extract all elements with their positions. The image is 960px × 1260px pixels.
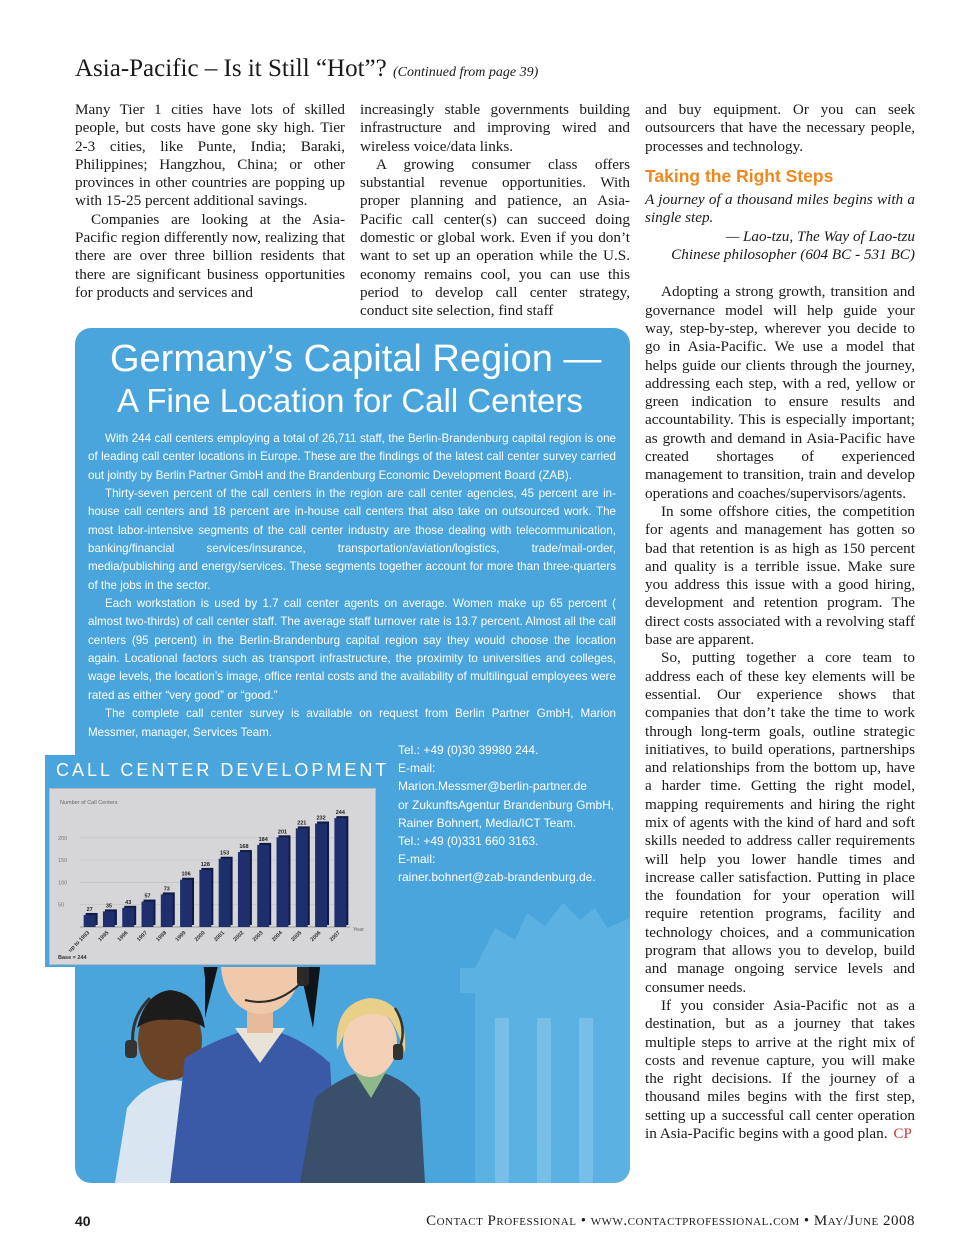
bar (219, 859, 231, 927)
end-mark: CP (893, 1126, 912, 1143)
x-tick-label: 2004 (271, 930, 284, 944)
data-label: 201 (277, 829, 288, 836)
x-tick-label: 1998 (155, 930, 169, 944)
page-number: 40 (75, 1213, 91, 1229)
y-tick-label: 100 (58, 880, 68, 887)
data-label: 168 (239, 844, 249, 851)
sidebar-subtitle: A Fine Location for Call Centers (117, 382, 583, 419)
quote-attribution: Chinese philosopher (604 BC - 531 BC) (671, 246, 915, 264)
bar (315, 823, 327, 927)
epigraph (645, 191, 915, 264)
column-2 (360, 101, 630, 321)
quote-text: A journey of a thousand miles begins with a single step. (645, 191, 915, 227)
x-tick-label: 1997 (136, 930, 149, 944)
paragraph: In some offshore cities, the competition for agents and management has gotten so bad that retention is as high as 150 percent and quality is a terrible issue. Make sure you address this issue with a good hiring, development and retention program. The direct costs associated with a revolving staff base are apparent. (645, 502, 915, 649)
data-label: 73 (163, 886, 170, 893)
data-label: 35 (105, 903, 112, 910)
paragraph: The complete call center survey is available on request from Berlin Partner GmbH, Marion Messmer, manager, Services Team. (88, 707, 616, 739)
column-3 (645, 101, 915, 1143)
bar (122, 908, 134, 927)
bar (142, 902, 154, 927)
bar (199, 870, 211, 927)
bar (277, 837, 289, 927)
bar (103, 911, 115, 927)
paragraph: So, putting together a core team to address each of these key elements will be essential. Our experience shows that companies that don’t take the time to work through long-term goals, outline strategic initiatives, to build operations, partnerships and relationships from the bottom up, have a harder time. Getting the right model, mapping requirements and hiring the right mix of agents with the kind of hard and soft skills needed to address caller requirements will help you lower handle times and increase caller satisfaction. Putting in place the foundation for your operation will require retention programs, facility and technology choices, and a communication program that allows you to develop, build and manage ongoing service levels and consumer needs. (645, 649, 915, 996)
data-label: 43 (125, 899, 132, 906)
x-tick-label: 2005 (290, 930, 304, 944)
contact-line: E-mail: (398, 852, 436, 867)
x-tick-label: 1999 (174, 930, 188, 944)
y-tick-label: 50 (58, 902, 65, 909)
chart-panel (45, 755, 390, 967)
paragraph: Companies are looking at the Asia-Pacific region differently now, realizing that there are over three billion residents that there are significant business opportunities for products and services and (75, 210, 345, 301)
paragraph: If you consider Asia-Pacific not as a destination, but as a journey that takes multiple steps to arrive at the right mix of costs and revenue capture, you will make the right decisions. If the journey of a thousand miles begins with the first step, setting up a successful call center operation in Asia-Pacific begins with a good plan. CP (645, 996, 915, 1143)
data-label: 27 (86, 906, 93, 913)
x-tick-label: 1995 (97, 930, 111, 944)
contact-line: Tel.: +49 (0)30 39980 244. (398, 743, 539, 757)
x-tick-label: 2000 (193, 930, 207, 944)
x-axis-label: Year (353, 927, 365, 933)
email-link[interactable]: rainer.bohnert@zab-brandenburg.de. (398, 870, 596, 885)
data-label: 221 (297, 820, 307, 827)
continued-note: (Continued from page 39) (392, 65, 539, 80)
x-tick-label: 2006 (309, 930, 323, 944)
base-note: Base = 244 (58, 955, 87, 961)
bar (84, 915, 96, 927)
data-label: 232 (316, 815, 326, 822)
x-tick-label: 2001 (213, 930, 227, 944)
data-label: 128 (200, 861, 210, 868)
column-1 (75, 101, 345, 302)
footer-text: Contact Professional • www.contactprofessional.com • May/June 2008 (426, 1213, 915, 1229)
data-label: 106 (181, 871, 191, 878)
sidebar-title: Germany’s Capital Region — (110, 338, 602, 380)
x-tick-label: up to 1993 (67, 930, 92, 954)
y-tick-label: 150 (58, 858, 68, 865)
data-label: 153 (220, 850, 230, 857)
paragraph: A growing consumer class offers substantial revenue opportunities. With proper planning and patience, an Asia-Pacific call center(s) can succeed doing domestic or global work. Even if you don’t want to set up an operation while the U.S. economy remains cool, you can use this period to develop call center strategy, conduct site selection, find staff (360, 155, 630, 320)
chart-area (49, 788, 376, 965)
contact-line: or ZukunftsAgentur Brandenburg GmbH, (398, 797, 615, 812)
chart-title: CALL CENTER DEVELOPMENT (56, 760, 390, 780)
bar (257, 845, 269, 927)
paragraph: Thirty-seven percent of the call centers in the region are call center agencies, 45 percent are in-house call centers and 18 percent are in-house call centers that also take on outsourced work. The most labor-intensive segments of the call center industry are those dealing with telecommunication, banking/financial services/insurance, transportation/aviation/logistics, trade/mail-order, media/publishing and energy/services. These segments together account for more than three-quarters of the jobs in the sector. (88, 487, 616, 592)
paragraph: Many Tier 1 cities have lots of skilled people, but costs have gone sky high. Tier 2-3 cities, like Punte, India; Baraki, Philippines; Hangzhou, China; or other provinces in other countries are popping up with 15-25 percent additional savings. (75, 101, 345, 210)
paragraph: increasingly stable governments building infrastructure and improving wired and wireless voice/data links. (360, 101, 630, 155)
bar-chart (50, 789, 375, 964)
contact-line: E-mail: (398, 761, 436, 776)
bar (334, 818, 346, 927)
sidebar-body (88, 430, 616, 742)
subheading: Taking the Right Steps (645, 165, 834, 186)
paragraph: Each workstation is used by 1.7 call center agents on average. Women make up 65 percent ( almost two-thirds) of call center staff. The average staff turnover rate is 13.7 percent. Almost all the call centers (95 percent) in the Berlin-Brandenburg capital region say they would choose the location again. Locational factors such as transport infrastructure, the proximity to universities and colleges, wage levels, the location’s image, office rental costs and the availability of multilingual employees were rated as either “very good” or “good.” (88, 597, 616, 702)
x-tick-label: 2002 (232, 930, 246, 944)
y-tick-label: 200 (58, 835, 68, 842)
x-tick-label: 2003 (251, 930, 265, 944)
article-title: Asia-Pacific – Is it Still “Hot”? (Continued from page 39) (75, 55, 539, 82)
data-label: 184 (258, 836, 268, 843)
x-tick-label: 2007 (328, 930, 342, 944)
contact-line: Tel.: +49 (0)331 660 3163. (398, 834, 539, 849)
paragraph: With 244 call centers employing a total of 26,711 staff, the Berlin-Brandenburg capital region is one of leading call center locations in Europe. These are the findings of the latest call center survey carried out jointly by Berlin Partner GmbH and the Brandenburg Economic Development Board (ZAB). (88, 432, 616, 482)
y-axis-label: Number of Call Centers (60, 800, 118, 806)
data-label: 57 (144, 893, 151, 900)
contact-line: Rainer Bohnert, Media/ICT Team. (398, 815, 577, 830)
contact-info (398, 741, 623, 887)
paragraph: Adopting a strong growth, transition and governance model will help guide your way, step-by-step, wherever you decide to go in Asia-Pacific. We use a model that helps guide our clients through the journey, addressing each step, with a red, yellow or green indication to ensure results and accountability. This is especially important; as growth and demand in Asia-Pacific have created shortages of experienced management to transition, train and develop operations and coaches/supervisors/agents. (645, 283, 915, 502)
quote-attribution: — Lao-tzu, The Way of Lao-tzu (725, 227, 915, 245)
bar (180, 880, 192, 927)
email-link[interactable]: Marion.Messmer@berlin-partner.de (398, 779, 587, 794)
bar (296, 828, 308, 927)
paragraph: and buy equipment. Or you can seek outsourcers that have the necessary people, processes and technology. (645, 101, 915, 155)
data-label: 244 (335, 810, 345, 817)
bar (161, 894, 173, 927)
x-tick-label: 1996 (116, 930, 130, 944)
bar (238, 852, 250, 927)
